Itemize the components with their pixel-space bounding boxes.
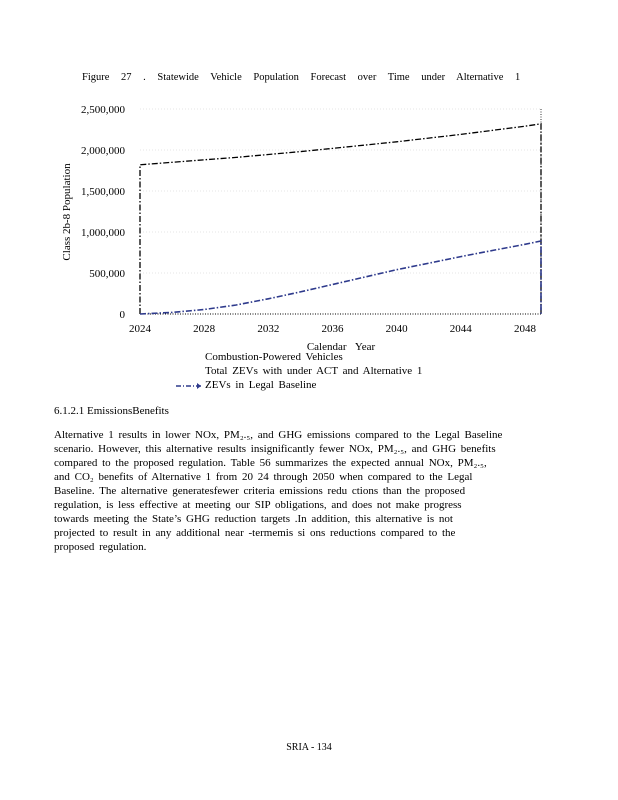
y-tick-label: 2,500,000	[81, 104, 125, 116]
chart-axes	[140, 109, 541, 314]
page-number: SRIA - 134	[286, 742, 332, 753]
x-axis-label: Calendar Year	[306, 341, 376, 353]
paragraph-line: Baseline. The alternative generatesfewer criteria emissions redu ctions than the proposed	[54, 485, 466, 497]
x-tick-label: 2048	[513, 323, 536, 335]
legend-swatch-zev	[175, 379, 205, 393]
y-tick-label: 1,500,000	[81, 186, 125, 198]
y-tick-label: 2,000,000	[81, 145, 125, 157]
paragraph-line: and CO₂ benefits of Alternative 1 from 20 24 through 2050 when compared to the Legal	[54, 471, 473, 483]
x-tick-label: 2044	[449, 323, 472, 335]
series-line-zev-baseline	[140, 241, 541, 314]
paragraph-line: Alternative 1 results in lower NOx, PM₂.₅, and GHG emissions compared to the Legal Baseline	[54, 429, 503, 441]
paragraph-line: projected to result in any additional near -termemis si ons reductions compared to the	[54, 527, 456, 539]
x-tick-label: 2036	[321, 323, 344, 335]
series-line-combustion	[140, 124, 541, 314]
legend-item-zev-baseline: ZEVs in Legal Baseline	[205, 379, 317, 391]
x-tick-label: 2024	[129, 323, 151, 335]
y-tick-label: 500,000	[89, 268, 125, 280]
body-paragraph	[54, 428, 564, 554]
legend-item-combustion: Combustion-Powered Vehicles	[205, 351, 343, 363]
x-tick-label: 2040	[385, 323, 408, 335]
figure-title: Figure 27 . Statewide Vehicle Population Forecast over Time under Alternative 1	[82, 72, 521, 83]
x-tick-label: 2032	[257, 323, 280, 335]
chart-series	[140, 124, 541, 314]
paragraph-line: scenario. However, this alternative results insignificantly fewer NOx, PM₂.₅, and GHG benefits	[54, 443, 496, 455]
x-axis-ticks	[129, 323, 536, 335]
legend-item-total-zevs: Total ZEVs with under ACT and Alternative 1	[205, 365, 423, 377]
paragraph-line: proposed regulation.	[54, 541, 147, 553]
y-axis-label: Class 2b-8 Population	[61, 163, 73, 261]
x-tick-label: 2028	[193, 323, 216, 335]
y-tick-label: 1,000,000	[81, 227, 125, 239]
paragraph-line: towards meeting the State’s GHG reduction targets .In addition, this alternative is not	[54, 513, 453, 525]
y-tick-label: 0	[119, 309, 125, 321]
paragraph-line: compared to the proposed regulation. Table 56 summarizes the expected annual NOx, PM₂.₅,	[54, 457, 487, 469]
y-axis-ticks	[81, 104, 126, 321]
section-heading: 6.1.2.1 EmissionsBenefits	[54, 405, 169, 417]
paragraph-line: regulation, is less effective at meeting our SIP obligations, and does not make progress	[54, 499, 462, 511]
chart-gridlines	[140, 109, 541, 273]
